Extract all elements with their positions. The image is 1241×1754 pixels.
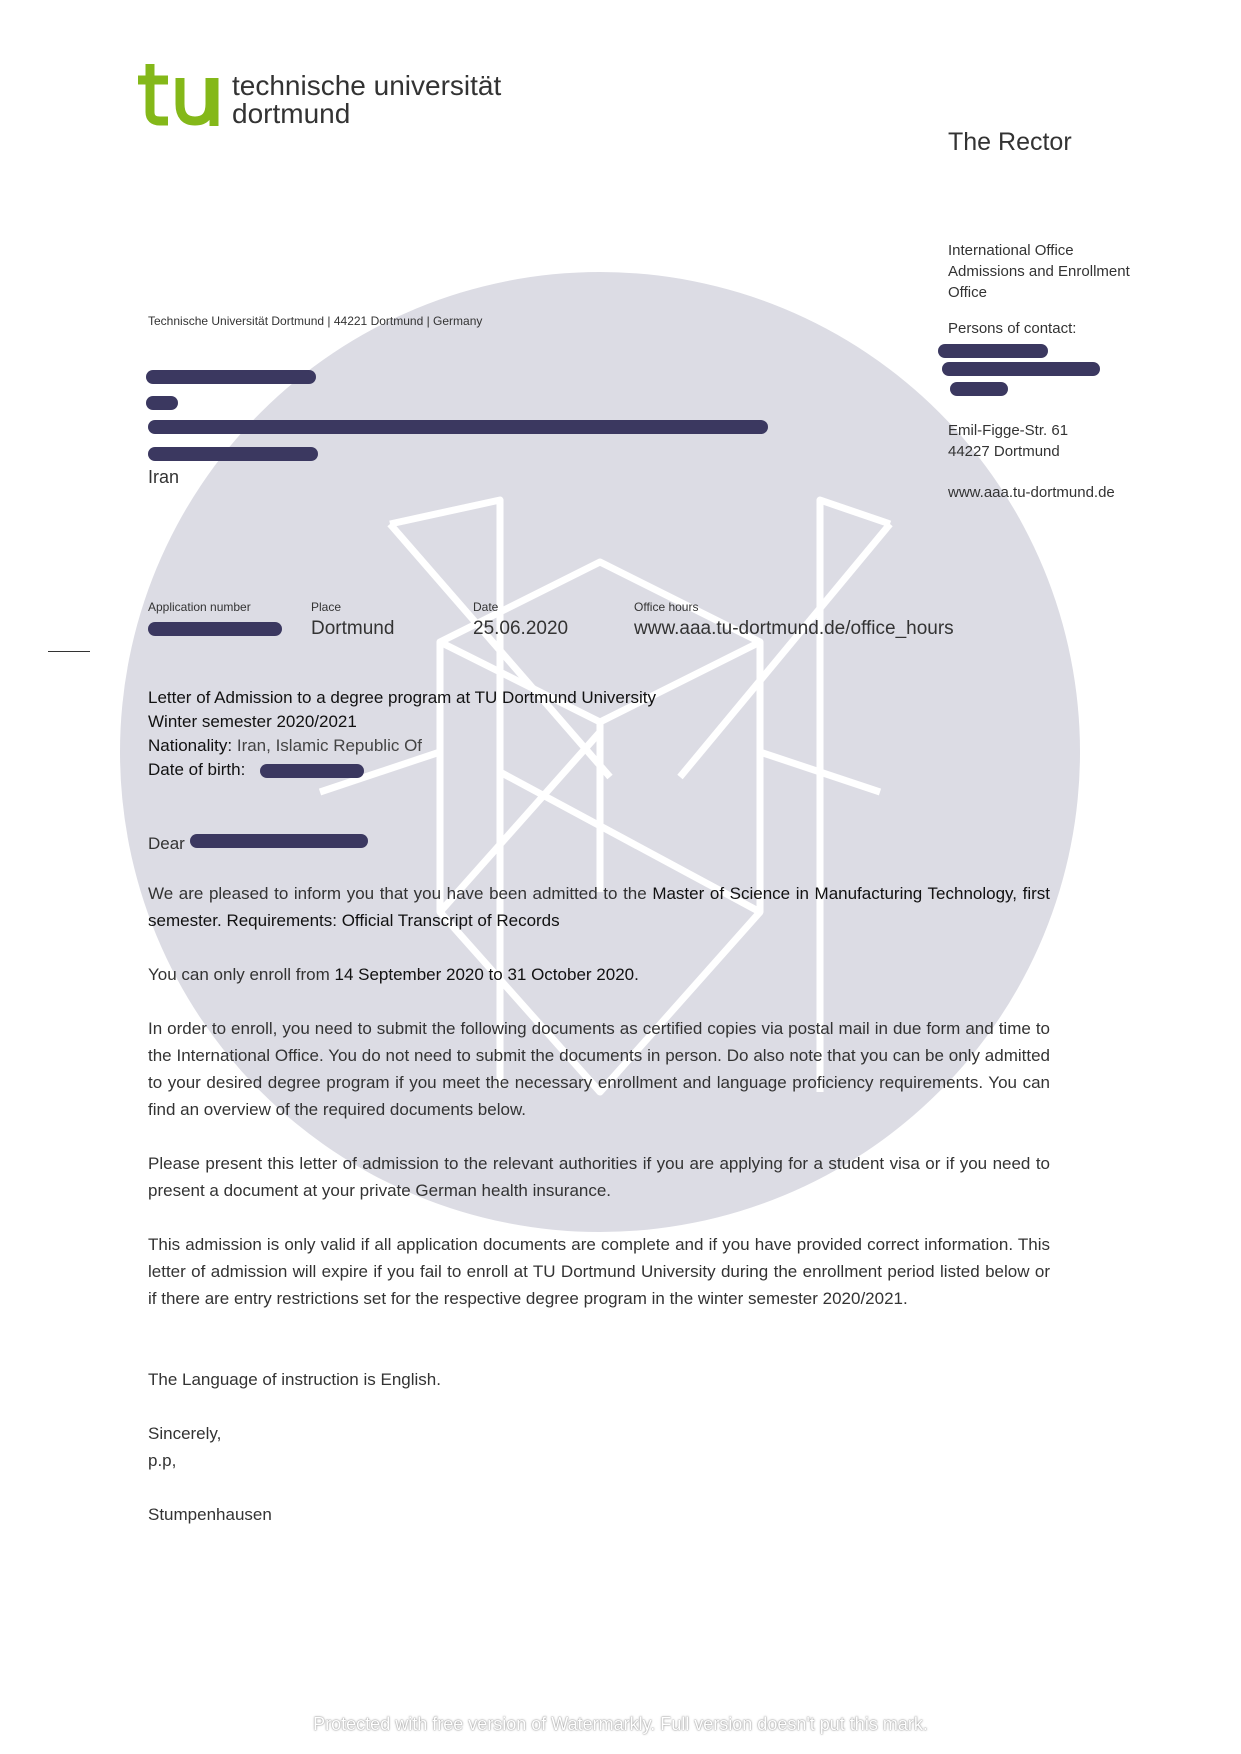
nationality-row [148,734,656,758]
university-wordmark [232,72,501,128]
paragraph-validity: This admission is only valid if all application documents are complete and if you have provided correct information. This letter of admission will expire if you fail to enroll at TU Dortmund University during the enrollment period listed below or if there are entry restrictions set for the respective degree program in the winter semester 2020/2021. [148,1235,1050,1308]
redaction-bar [938,344,1048,358]
redaction-bar [148,622,282,636]
place-value: Dortmund [311,618,395,639]
enroll-period: 14 September 2020 to 31 October 2020. [334,965,639,984]
office-line-3: Office [948,284,987,301]
address-city: 44227 Dortmund [948,443,1060,460]
wordmark-line-2: dortmund [232,98,351,129]
place-label: Place [311,600,342,614]
nationality-label: Nationality: [148,736,233,755]
subject-line-2: Winter semester 2020/2021 [148,712,357,731]
enroll-text: You can only enroll from [148,965,330,984]
rector-title: The Rector [948,128,1072,156]
paragraph-documents: In order to enroll, you need to submit the following documents as certified copies via postal mail in due form and time to the International Office. You do not need to submit the documents in person. Do also note that you can be only admitted to your desired degree program if you meet the necessary enrollment and language proficiency requirements. You can find an overview of the required documents below. [148,1019,1050,1119]
office-line-2: Admissions and Enrollment [948,263,1130,280]
dob-label: Date of birth: [148,760,246,779]
website-link[interactable]: www.aaa.tu-dortmund.de [948,484,1115,501]
redaction-bar [148,420,768,434]
address-street: Emil-Figge-Str. 61 [948,422,1069,439]
subject-line-1: Letter of Admission to a degree program at TU Dortmund University [148,688,657,707]
office-hours-link[interactable]: www.aaa.tu-dortmund.de/office_hours [634,618,954,639]
recipient-country: Iran [148,467,180,487]
redaction-bar [950,382,1008,396]
redaction-bar [146,396,178,410]
office-line-1: International Office [948,242,1074,259]
date-value: 25.06.2020 [473,618,569,639]
paragraph-enrollment-period [148,961,1050,988]
redaction-bar [148,447,318,461]
office-block [948,240,1130,303]
watermark-footer-text: Protected with free version of Watermarkly. Full version doesn't put this mark. [313,1714,928,1734]
sender-line: Technische Universität Dortmund | 44221 Dortmund | Germany [148,314,483,328]
redaction-bar [190,834,368,848]
dob-row [148,758,656,782]
contact-label: Persons of contact: [948,320,1077,337]
fold-mark [48,651,90,652]
date-label: Date [473,600,499,614]
wordmark-line-1: technische universität [232,70,502,101]
closing-block [148,1420,1050,1474]
admission-text: We are pleased to inform you that you have been admitted to the [148,884,647,903]
subject-block [148,686,656,782]
paragraph-admission [148,880,1050,934]
application-number-label: Application number [148,600,251,614]
paragraph-language: The Language of instruction is English. [148,1370,441,1389]
tu-logo-icon [138,64,220,126]
nationality-value: Iran, Islamic Republic Of [236,736,423,755]
program-name: Master of Science in Manufacturing Technology, first semester. [148,884,1050,930]
requirements: Requirements: Official Transcript of Records [226,911,560,930]
salutation: Dear [148,834,185,853]
office-hours-label: Office hours [634,600,699,614]
redaction-bar [146,370,316,384]
closing: Sincerely, [148,1424,222,1443]
per-procurationem: p.p, [148,1451,177,1470]
paragraph-visa: Please present this letter of admission to the relevant authorities if you are applying for a student visa or if you need to present a document at your private German health insurance. [148,1154,1050,1200]
redaction-bar [942,362,1100,376]
redaction-bar [260,764,364,778]
signatory: Stumpenhausen [148,1505,272,1524]
